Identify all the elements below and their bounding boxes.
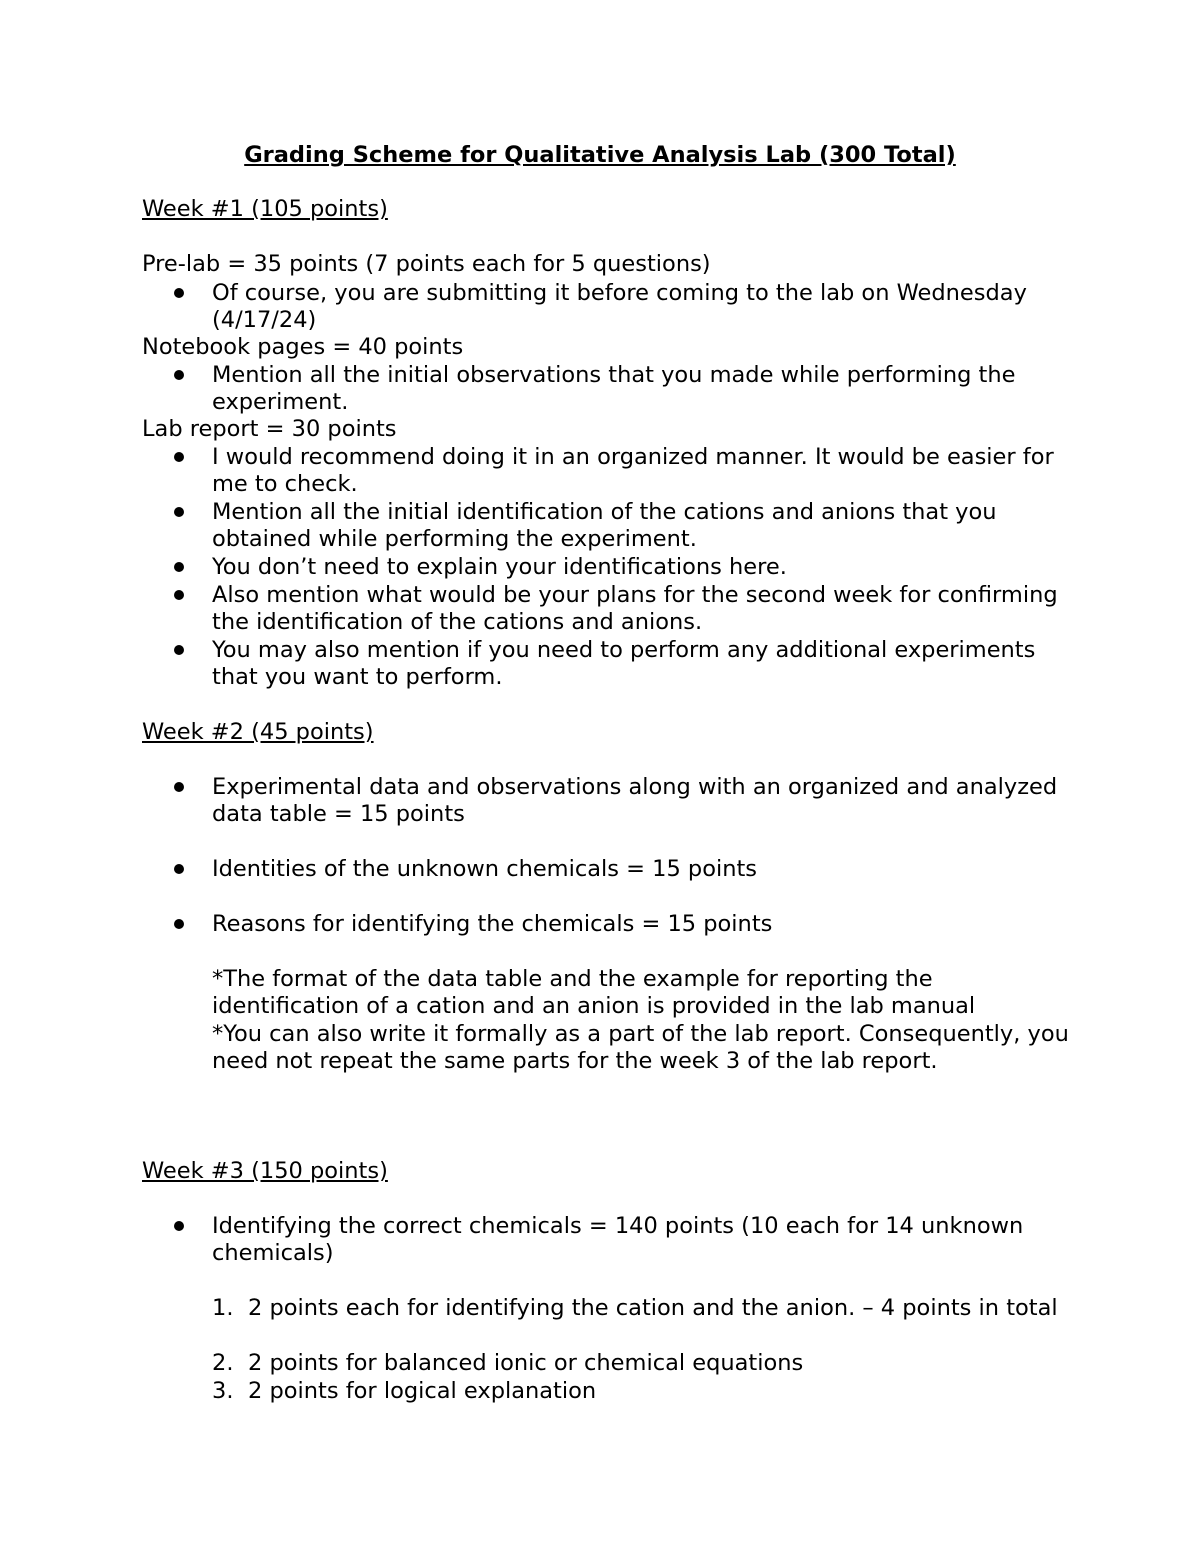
bullet-icon [174,590,184,600]
report-bullet: You don’t need to explain your identifications here. [212,554,787,580]
bullet-icon [174,645,184,655]
week2-bullet: Identities of the unknown chemicals = 15 points [212,856,758,882]
numbered-item: 2 points for balanced ionic or chemical equations [248,1350,804,1376]
bullet-icon [174,370,184,380]
report-bullet: Mention all the initial identification of the cations and anions that you obtained while performing the experiment. [212,499,997,553]
bullet-icon [174,507,184,517]
week2-heading: Week #2 (45 points) [142,719,374,745]
prelab-line: Pre-lab = 35 points (7 points each for 5 questions) [142,251,711,277]
report-bullet: Also mention what would be your plans for the second week for confirming the identification of the cations and anions. [212,582,1058,636]
bullet-icon [174,919,184,929]
numbered-item: 2 points for logical explanation [248,1378,597,1404]
prelab-bullet: Of course, you are submitting it before coming to the lab on Wednesday (4/17/24) [212,280,1027,334]
week2-bullet: Reasons for identifying the chemicals = 15 points [212,911,773,937]
lab-report-line: Lab report = 30 points [142,416,397,442]
week2-bullet: Experimental data and observations along with an organized and analyzed data table = 15 points [212,774,1058,828]
week2-note: *You can also write it formally as a part of the lab report. Consequently, you need not repeat the same parts for the week 3 of the lab report. [212,1021,1069,1075]
numbered-marker: 1. [212,1295,234,1321]
week1-heading: Week #1 (105 points) [142,196,388,222]
numbered-item: 2 points each for identifying the cation and the anion. – 4 points in total [248,1295,1058,1321]
bullet-icon [174,782,184,792]
bullet-icon [174,1221,184,1231]
bullet-icon [174,562,184,572]
page-title: Grading Scheme for Qualitative Analysis Lab (300 Total) [244,142,956,168]
bullet-icon [174,288,184,298]
week3-heading: Week #3 (150 points) [142,1158,388,1184]
bullet-icon [174,864,184,874]
bullet-icon [174,452,184,462]
week2-note: *The format of the data table and the example for reporting the identification of a cation and an anion is provided in the lab manual [212,966,976,1020]
numbered-marker: 2. [212,1350,234,1376]
week3-bullet: Identifying the correct chemicals = 140 points (10 each for 14 unknown chemicals) [212,1213,1024,1267]
numbered-marker: 3. [212,1378,234,1404]
notebook-line: Notebook pages = 40 points [142,334,464,360]
report-bullet: I would recommend doing it in an organized manner. It would be easier for me to check. [212,444,1054,498]
report-bullet: You may also mention if you need to perform any additional experiments that you want to perform. [212,637,1036,691]
notebook-bullet: Mention all the initial observations that you made while performing the experiment. [212,362,1016,416]
